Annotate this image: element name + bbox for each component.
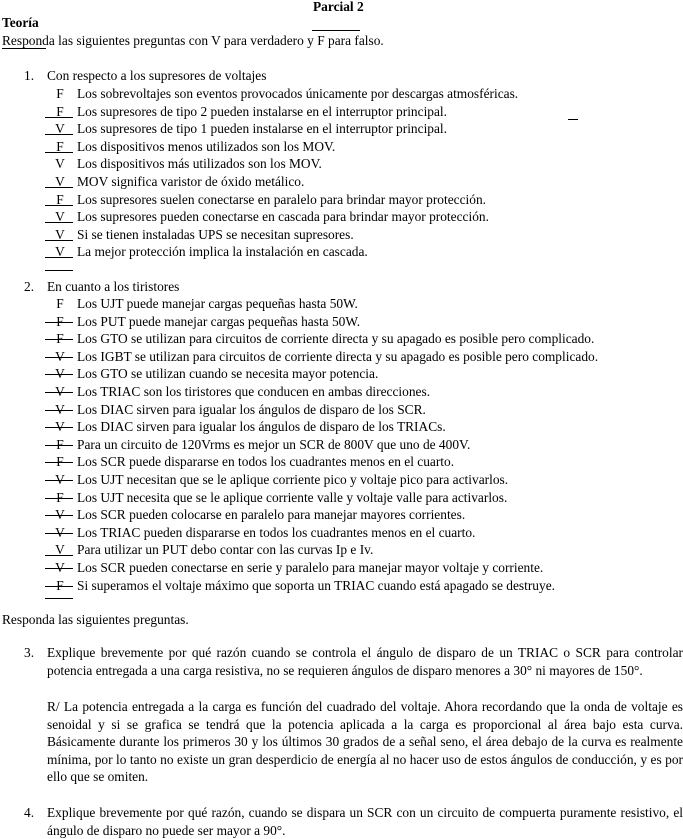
answer-mark: V [55,507,65,523]
statement-text: Si superamos el voltaje máximo que soporta un TRIAC cuando está apagado se destruye. [77,577,555,593]
answer-blank-line [45,480,73,481]
answer-mark: V [55,384,65,399]
answer-blank-line [45,187,73,188]
statement-text: Los UJT necesita que se le aplique corriente valle y voltaje valle para activarlos. [77,489,508,505]
answer-mark: V [55,524,65,540]
statement-text: Los supresores de tipo 1 pueden instalarse en el interruptor principal. [77,121,447,137]
answer-mark: V [55,542,65,558]
answer-mark: F [56,191,64,207]
q1-item [47,243,368,261]
title-underline [312,30,360,31]
answer-mark: V [55,366,65,382]
answer-mark: V [55,244,65,260]
q2-item [47,453,454,471]
answer-blank-line [45,222,73,223]
answer-mark: V [55,121,65,137]
statement-text: Los dispositivos menos utilizados son los MOV. [77,138,336,154]
q2-item [47,559,543,577]
q2-item [47,418,446,436]
question-2-end-line [45,598,73,599]
answer-blank-line [45,555,73,556]
q2-item [47,348,598,366]
question-3-number: 3. [24,645,35,660]
q1-item [47,85,518,103]
statement-text: Los IGBT se utilizan para circuitos de corriente directa y su apagado es posible pero complicado. [77,348,599,364]
answer-mark: F [56,103,64,119]
answer-blank-line [45,586,73,587]
q2-item [47,365,378,383]
answer-blank-line [45,339,73,340]
answer-blank-line [45,498,73,499]
q1-item [47,103,447,121]
answer-mark: V [55,226,65,242]
answer-mark: V [55,472,65,487]
answer-mark: V [55,209,65,225]
answer-mark: V [55,174,65,189]
statement-text: Los supresores suelen conectarse en paralelo para brindar mayor protección. [77,191,486,207]
answer-blank-line [45,374,73,375]
stray-blank-1 [568,119,578,120]
answer-blank-line [45,445,73,446]
q1-item [47,173,304,191]
answer-blank-line [45,134,73,135]
question-4-text: Explique brevemente por qué razón, cuando se dispara un SCR con un circuito de compuerta puramente resistivo, el ángulo de disparo no puede ser mayor a 90°. [47,805,683,838]
answer-blank-line [45,257,73,258]
answer-mark: V [55,348,65,364]
answer-mark: V [55,560,65,575]
statement-text: La mejor protección implica la instalación en cascada. [77,244,368,260]
statement-text: Los sobrevoltajes son eventos provocados únicamente por descargas atmosféricas. [77,86,519,101]
statement-text: Los PUT puede manejar cargas pequeñas hasta 50W. [77,313,361,329]
answer-mark: F [56,454,64,470]
instructions-open: Responda las siguientes preguntas. [2,612,189,627]
statement-text: Los UJT necesitan que se le aplique corriente pico y voltaje pico para activarlos. [77,472,509,487]
answer-blank-line [45,427,73,428]
statement-text: Los TRIAC pueden dispararse en todos los cuadrantes menos en el cuarto. [77,524,476,540]
q1-item [47,120,447,138]
section-heading: Teoría [2,15,39,30]
statement-text: Los supresores pueden conectarse en cascada para brindar mayor protección. [77,209,489,225]
answer-blank-line [45,205,73,206]
answer-blank-line [45,410,73,411]
statement-text: Los SCR puede dispararse en todos los cuadrantes menos en el cuarto. [77,454,455,470]
q1-item [47,226,354,244]
q2-item [47,401,426,419]
answer-blank-line [45,117,73,118]
statement-text: Para un circuito de 120Vrms es mejor un SCR de 800V que uno de 400V. [77,436,471,452]
answer-blank-line [45,533,73,534]
statement-text: Los dispositivos más utilizados son los MOV. [77,156,322,172]
statement-text: Los TRIAC son los tiristores que conducen en ambas direcciones. [77,384,431,399]
q2-item [47,506,465,524]
statement-text: Los DIAC sirven para igualar los ángulos de disparo de los SCR. [77,401,426,417]
q2-item [47,524,475,542]
page-title: Parcial 2 [313,0,364,14]
answer-mark: V [55,156,65,172]
statement-text: Los GTO se utilizan para circuitos de corriente directa y su apagado es posible pero complicado. [77,331,595,347]
question-2-heading: En cuanto a los tiristores [47,279,180,294]
question-4-number: 4. [24,805,35,820]
statement-text: Los SCR pueden colocarse en paralelo para manejar mayores corrientes. [77,507,466,523]
instructions-true-false: Responda las siguientes preguntas con V para verdadero y F para falso. [2,33,384,48]
statement-text: Los SCR pueden conectarse en serie y paralelo para manejar mayor voltaje y corriente. [77,560,544,575]
answer-blank-line [45,152,73,153]
answer-blank-line [45,515,73,516]
answer-mark: F [56,436,64,452]
statement-text: Los GTO se utilizan cuando se necesita mayor potencia. [77,366,379,382]
answer-blank-line [45,392,73,393]
answer-mark: V [55,401,65,417]
statement-text: Si se tienen instaladas UPS se necesitan supresores. [77,226,354,242]
q2-item [47,471,508,489]
answer-blank-line [45,322,73,323]
answer-blank-line [45,568,73,569]
q1-item [47,155,322,173]
statement-text: Los UJT puede manejar cargas pequeñas hasta 50W. [77,296,358,311]
answer-mark: F [56,489,64,505]
q2-item [47,436,470,454]
answer-blank-line [45,240,73,241]
q2-item [47,489,507,507]
statement-text: Los supresores de tipo 2 pueden instalarse en el interruptor principal. [77,103,447,119]
answer-mark: F [56,313,64,329]
q2-item [47,383,430,401]
instructions-underline [2,48,46,49]
statement-text: Para utilizar un PUT debo contar con las curvas Ip e Iv. [77,542,374,558]
q2-item [47,541,373,559]
q1-item [47,138,335,156]
statement-text: Los DIAC sirven para igualar los ángulos de disparo de los TRIACs. [77,419,446,435]
question-1-number: 1. [24,68,35,83]
statement-text: MOV significa varistor de óxido metálico. [77,174,305,189]
question-3-text: Explique brevemente por qué razón cuando se controla el ángulo de disparo de un TRIAC o SCR para controlar potencia entregada a una carga resistiva, no se requieren ángulos de disparo menores a 30° ni mayores de 150°. [47,645,683,678]
answer-mark: F [56,577,64,593]
q2-item [47,330,594,348]
q1-item [47,191,486,209]
answer-mark: F [56,331,64,347]
answer-blank-line [45,462,73,463]
answer-blank-line [45,357,73,358]
q2-item [47,295,358,313]
question-1-heading: Con respecto a los supresores de voltajes [47,68,267,83]
question-3-answer: R/ La potencia entregada a la carga es función del cuadrado del voltaje. Ahora recordando que la onda de voltaje es senoidal y si se grafica se tendrá que la potencia aplicada a la carga es proporcional al área bajo esta curva. Básicamente durante los primeros 30 y los últimos 30 grados de a señal seno, el área debajo de la curva es realmente mínima, por lo tanto no existe un gran desperdicio de energía al no hacer uso de estos ángulos de conducción, y es por ello que se omiten. [47,699,683,785]
question-1-end-line [45,270,73,271]
answer-mark: F [56,86,64,101]
answer-mark: V [55,419,65,435]
q1-item [47,208,489,226]
question-2-number: 2. [24,279,35,294]
q2-item [47,577,555,595]
answer-mark: F [56,296,64,311]
q2-item [47,313,360,331]
answer-mark: F [56,138,64,154]
